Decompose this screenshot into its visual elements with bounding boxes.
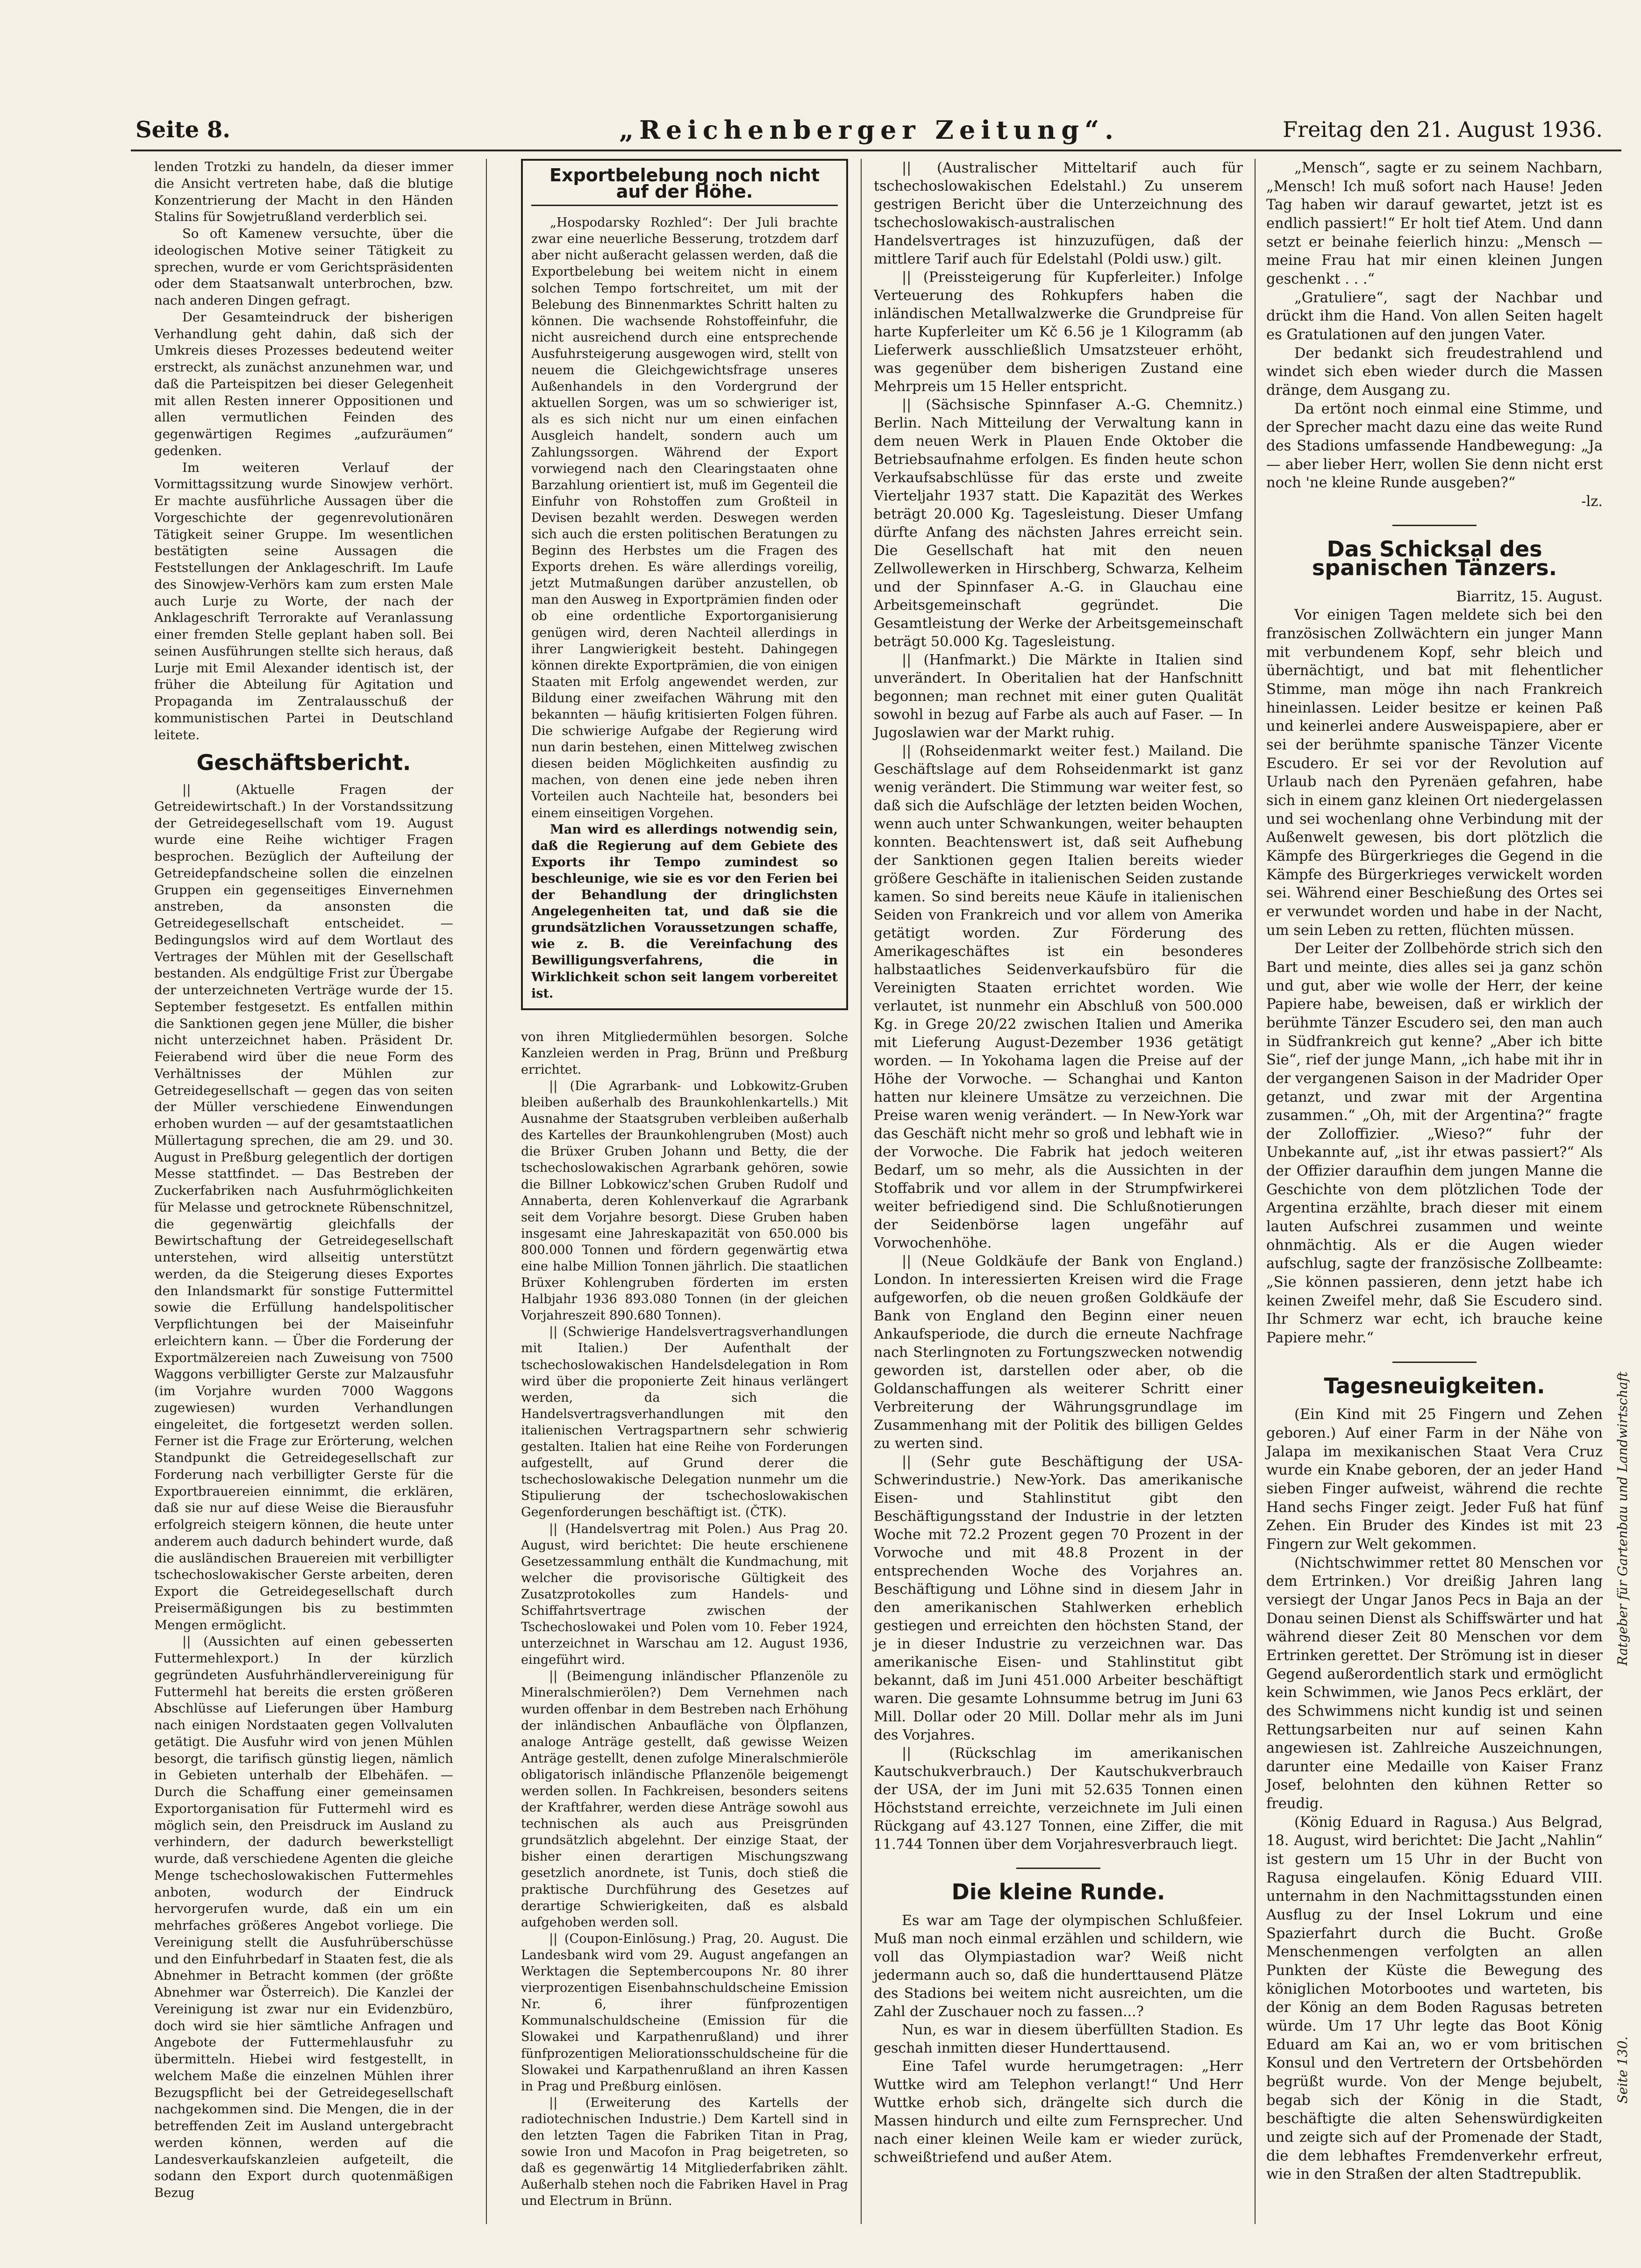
column-1 — [154, 159, 453, 2202]
separator-rule — [1392, 525, 1477, 526]
article-paragraph: Der bedankt sich freudestrahlend und windet sich eben wieder durch die Massen dränge, dem Ausgang zu. — [1266, 345, 1603, 399]
article-paragraph: || (Aussichten auf einen gebesserten Futtermehlexport.) In der kürzlich gegründeten Ausfuhrhändlervereinigung für Futtermehl hat bereits die ersten größeren Abschlüsse auf Lieferungen über Hamburg nach einigen Nordstaaten gegen Vollvaluten getätigt. Die Ausfuhr wird von jenen Mühlen besorgt, die tarifisch günstig liegen, nämlich in Gebieten unterhalb der Elbehäfen. — Durch die Schaffung einer gemeinsamen Exportorganisation für Futtermehl wird es möglich sein, den Preisdruck im Ausland zu verhindern, der dadurch bewerkstelligt wurde, daß verschiedene Agenten die gleiche Menge tschechoslowakischen Futtermehles anboten, wodurch der Eindruck hervorgerufen wurde, daß ein um ein mehrfaches größeres Angebot vorliege. Die Vereinigung stellt die Ausfuhrüberschüsse und den Einfuhrbedarf in Staaten fest, die als Abnehmer in Betracht kommen (der größte Abnehmer war Österreich). Die Kanzlei der Vereinigung ist zwar nur ein Evidenzbüro, doch wird sie hier sämtliche Anfragen und Angebote der Futtermehlausfuhr zu übermitteln. Hiebei wird festgestellt, in welchem Maße die einzelnen Mühlen ihrer Bezugspflicht bei der Getreidegesellschaft nachgekommen sind. Die Mengen, die in der betreffenden Zeit im Ausland untergebracht werden können, werden auf die Landesverkaufskanzleien aufgeteilt, die sodann den Export durch quotenmäßigen Bezug — [154, 1634, 453, 2200]
side-page-number: Seite 130. — [1615, 2036, 1630, 2104]
newspaper-title: „Reichenberger Zeitung“. — [619, 115, 1119, 145]
author-signature: -lz. — [1581, 493, 1603, 510]
article-paragraph: lenden Trotzki zu handeln, da dieser immer die Ansicht vertreten habe, daß die blutige Konzentrierung der Macht in den Händen Stalins für Sowjetrußland verderblich sei. — [154, 159, 453, 225]
article-paragraph: || (Handelsvertrag mit Polen.) Aus Prag 20. August, wird berichtet: Die heute erschienene Gesetzessammlung enthält die Kundmachung, mit welcher die provisorische Gültigkeit des Zusatzprotokolles zum Handels- und Schiffahrtsvertrage zwischen der Tschechoslowakei und Polen vom 10. Feber 1924, unterzeichnet in Warschau am 12. August 1936, eingeführt wird. — [521, 1521, 848, 1668]
article-paragraph: (Ein Kind mit 25 Fingern und Zehen geboren.) Auf einer Farm in der Nähe von Jalapa im mexikanischen Staat Vera Cruz wurde ein Knabe geboren, der an jeder Hand sieben Finger aufweist, während die rechte Hand sechs Finger zeigt. Jeder Fuß hat fünf Zehen. Ein Bruder des Kindes ist mit 23 Fingern zur Welt gekommen. — [1266, 1406, 1603, 1553]
article-paragraph: „Hospodarsky Rozhled“: Der Juli brachte zwar eine neuerliche Besserung, trotzdem darf aber nicht außeracht gelassen werden, daß die Exportbelebung bei weitem nicht in einem solchen Tempo fortschreitet, um mit der Belebung des Binnenmarktes Schritt halten zu können. Die wachsende Rohstoffeinfuhr, die nicht ausreichend durch eine entsprechende Ausfuhrsteigerung ausgewogen wird, stellt von neuem die Gleichgewichtsfrage unseres Außenhandels in den Vordergrund der aktuellen Sorgen, was um so schwieriger ist, als es sich nicht nur um einen einfachen Ausgleich handelt, sondern auch um Zahlungssorgen. Während der Export vorwiegend nach den Clearingstaaten ohne Barzahlung orientiert ist, muß im Gegenteil die Einfuhr von Rohstoffen zum Großteil in Devisen bezahlt werden. Deswegen werden sich auch die ersten politischen Beratungen zu Beginn des Herbstes um die Fragen des Exports drehen. Es wäre allerdings voreilig, jetzt Mutmaßungen darüber anzustellen, ob man den Ausweg in Exportprämien finden oder ob eine ordentliche Exportorganisierung genügen wird, deren Nachteil allerdings in ihrer Langwierigkeit besteht. Dahingegen können direkte Exportprämien, die von einigen Staaten mit Erfolg angewendet werden, zur Bildung einer zweifachen Währung mit den bekannten — häufig kritisierten Folgen führen. Die schwierige Aufgabe der Regierung wird nun darin bestehen, einen Mittelweg zwischen diesen beiden Möglichkeiten ausfindig zu machen, von denen eine jede neben ihren Vorteilen auch Nachteile hat, besonders bei einem einseitigen Vorgehen. — [531, 215, 838, 820]
article-paragraph: || (Sächsische Spinnfaser A.-G. Chemnitz.) Berlin. Nach Mitteilung der Verwaltung kann in dem neuen Werk in Plauen Ende Oktober die Betriebsaufnahme erfolgen. Es finden heute schon Verkaufsabschlüsse für das erste und zweite Vierteljahr 1937 statt. Die Kapazität des Werkes beträgt 20.000 Kg. Tagesleistung. Dieser Umfang dürfte Anfang des nächsten Jahres erreicht sein. Die Gesellschaft hat mit den neuen Zellwollewerken in Hirschberg, Schwarza, Kelheim und der Spinnfaser A.-G. in Glauchau eine Arbeitsgemeinschaft gegründet. Die Gesamtleistung der Werke der Arbeitsgemeinschaft beträgt 50.000 Kg. Tagesleistung. — [874, 397, 1243, 650]
column-2 — [521, 159, 848, 2209]
article-paragraph: Der Leiter der Zollbehörde strich sich den Bart und meinte, dies alles sei ja ganz schön und gut, aber wie wolle der Herr, der keine Papiere habe, beweisen, daß er wirklich der berühmte Tänzer Escudero sei, den man auch in Südfrankreich gut kenne? „Aber ich bitte Sie“, rief der junge Mann, „ich habe mit ihr in der vergangenen Saison in der Madrider Oper getanzt, und zwar mit der Argentina zusammen.“ „Oh, mit der Argentina?“ fragte der Zolloffizier. „Wieso?“ fuhr der Unbekannte auf, „ist ihr etwas passiert?“ Als der Offizier daraufhin dem jungen Manne die Geschichte von dem plötzlichen Tode der Argentina erzählte, brach dieser mit einem lauten Aufschrei zusammen und weinte ohnmächtig. Als er die Augen wieder aufschlug, sagte der französische Zollbeamte: „Sie können passieren, denn jetzt habe ich keinen Zweifel mehr, daß Sie Escudero sind. Ihr Schmerz war echt, ich brauche keine Papiere mehr.“ — [1266, 941, 1603, 1347]
article-paragraph: || (Rohseidenmarkt weiter fest.) Mailand. Die Geschäftslage auf dem Rohseidenmarkt ist ganz wenig verändert. Die Stimmung war weiter fest, so daß sich die Aufschläge der letzten beiden Wochen, wenn auch unter Schwankungen, weiter behaupten konnten. Beachtenswert ist, daß seit Aufhebung der Sanktionen gegen Italien bereits wieder größere Geschäfte in italienischen Seiden zustande kamen. So sind bereits neue Käufe in italienischen Seiden von Frankreich und vor allem von Amerika getätigt worden. Zur Förderung des Amerikageschäftes ist ein besonderes halbstaatliches Seidenverkaufsbüro für die Vereinigten Staaten errichtet worden. Wie verlautet, ist nunmehr ein Abschluß von 500.000 Kg. in Grege 20/22 zwischen Italien und Amerika mit Lieferung August-Dezember 1936 getätigt worden. — In Yokohama lagen die Preise auf der Höhe der Vorwoche. — Schanghai und Kanton hatten nur kleinere Umsätze zu verzeichnen. Die Preise waren wenig verändert. — In New-York war das Geschäft nicht mehr so groß und lebhaft wie in der Vorwoche. Die Fabrik hat jedoch weiteren Bedarf, um so mehr, als die Aussichten in der Stoffabrik und vor allem in der Strumpfwirkerei weiter befriedigend sind. Die Schlußnotierungen der Seidenbörse lagen ungefähr auf Vorwochenhöhe. — [874, 743, 1243, 1251]
article-paragraph: Es war am Tage der olympischen Schlußfeier. Muß man noch einmal erzählen und schildern, wie voll das Olympiastadion war? Weiß nicht jedermann auch so, daß die hunderttausend Plätze des Stadions bei weitem nicht ausreichten, um die Zahl der Zuschauer noch zu fassen...? — [874, 1912, 1243, 2020]
article-paragraph: || (Rückschlag im amerikanischen Kautschukverbrauch.) Der Kautschukverbrauch der USA, der im Juni mit 52.635 Tonnen einen Höchststand erreichte, verzeichnete im Juli einen Rückgang auf 43.127 Tonnen, eine Ziffer, die mit 11.744 Tonnen über dem Vorjahresverbrauch liegt. — [874, 1745, 1243, 1853]
column-divider — [486, 159, 487, 2224]
section-heading: Das Schicksal des spanischen Tänzers. — [1312, 536, 1557, 581]
issue-date: Freitag den 21. August 1936. — [1283, 117, 1603, 142]
article-paragraph: Der Gesamteindruck der bisherigen Verhandlung geht dahin, daß sich der Umkreis dieses Prozesses bedeutend weiter erstreckt, als zunächst anzunehmen war, und daß die Parteispitzen bei dieser Gelegenheit mit allen Resten innerer Oppositionen und allen vermutlichen Feinden des gegenwärtigen Regimes „aufzuräumen“ gedenken. — [154, 309, 453, 458]
page-header — [117, 112, 1621, 145]
side-margin-note: Ratgeber für Gartenbau und Landwirtschaft — [1615, 1371, 1630, 1666]
article-paragraph: || (Beimengung inländischer Pflanzenöle zu Mineralschmierölen?) Dem Vernehmen nach wurden offenbar in dem Bestreben nach Erhöhung der inländischen Anbaufläche von Ölpflanzen, analoge Anträge gestellt, daß gewisse Weizen Anträge gestellt, denen zufolge Mineralschmieröle obligatorisch inländische Pflanzenöle beigemengt werden sollen. In Fachkreisen, besonders seitens der Kraftfahrer, werden diese Anträge sowohl aus technischen als auch aus Preisgründen grundsätzlich abgelehnt. Der einzige Staat, der bisher einen derartigen Mischungszwang gesetzlich anordnete, ist Tunis, doch stieß die praktische Durchführung des Gesetzes auf derartige Schwierigkeiten, daß es alsbald aufgehoben werden soll. — [521, 1669, 848, 1930]
separator-rule — [1016, 1868, 1100, 1869]
article-paragraph: || (Neue Goldkäufe der Bank von England.) London. In interessierten Kreisen wird die Frage aufgeworfen, ob die neuen großen Goldkäufe der Bank von England den Beginn einer neuen Ankaufsperiode, die durch die erneute Nachfrage nach Sterlingnoten zu Fortungszwecken notwendig geworden ist, darstellen oder aber, ob die Goldanschaffungen als weiterer Schritt einer Verbreiterung der Währungsgrundlage im Zusammenhang mit der Politik des billigen Geldes zu werten sind. — [874, 1253, 1243, 1452]
article-paragraph: Nun, es war in diesem überfüllten Stadion. Es geschah inmitten dieser Hunderttausend. — [874, 2022, 1243, 2056]
article-paragraph: || (Aktuelle Fragen der Getreidewirtschaft.) In der Vorstandssitzung der Getreidegesellschaft vom 19. August wurde eine Reihe wichtiger Fragen besprochen. Bezüglich der Aufteilung der Getreidepfandscheine sollen die einzelnen Gruppen ein gegenseitiges Einvernehmen anstreben, da ansonsten die Getreidegesellschaft entscheidet. — Bedingungslos wird auf dem Wortlaut des Vertrages der Mühlen mit der Gesellschaft bestanden. Als endgültige Frist zur Übergabe der unterzeichneten Verträge wurde der 15. September festgesetzt. Es entfallen mithin die Sanktionen gegen jene Müller, die bisher nicht unterzeichnet haben. Präsident Dr. Feierabend wird über die neue Form des Verhältnisses der Mühlen zur Getreidegesellschaft — gegen das von seiten der Müller verschiedene Einwendungen erhoben wurden — auf der gesamtstaatlichen Müllertagung sprechen, die am 29. und 30. August in Preßburg gelegentlich der dortigen Messe stattfindet. — Das Bestreben der Zuckerfabriken nach Ausfuhrmöglichkeiten für Melasse und getrocknete Rübenschnitzel, die gegenwärtig gleichfalls der Bewirtschaftung der Getreidegesellschaft unterstehen, wird allseitig unterstützt werden, da die Steigerung dieses Exportes den Inlandsmarkt für sonstige Futtermittel sowie die Erfüllung handelspolitischer Verpflichtungen bei der Maiseinfuhr erleichtern kann. — Über die Forderung der Exportmälzereien nach Zuweisung von 7500 Waggons verbilligter Gerste zur Malzausfuhr (im Vorjahre wurden 7000 Waggons zugewiesen) wurden Verhandlungen eingeleitet, die fortgesetzt werden sollen. Ferner ist die Frage zur Erörterung, welchen Standpunkt die Getreidegesellschaft zur Forderung nach verbilligter Gerste für die Exportbrauereien einnimmt, die erklären, daß sie nur auf diese Weise die Bierausfuhr erfolgreich steigern können, die heute unter anderem auch dadurch behindert wurde, daß die ausländischen Brauereien mit verbilligter tschechoslowakischer Gerste arbeiten, deren Export die Getreidegesellschaft durch Preisermäßigungen bis zu bestimmten Mengen ermöglicht. — [154, 782, 453, 1633]
section-heading: Tagesneuigkeiten. — [1324, 1373, 1545, 1398]
article-paragraph: So oft Kamenew versuchte, über die ideologischen Motive seiner Tätigkeit zu sprechen, wurde er vom Gerichtspräsidenten oder dem Staatsanwalt unterbrochen, bzw. nach anderen Dingen gefragt. — [154, 226, 453, 308]
header-rule — [131, 150, 1621, 151]
article-paragraph: (Nichtschwimmer rettet 80 Menschen vor dem Ertrinken.) Vor dreißig Jahren lang versiegt der Ungar Janos Pecs in Baja an der Donau seinen Dienst als Schiffswärter und hat während dieser Zeit 80 Menschen vor dem Ertrinken gerettet. Der Strömung ist in dieser Gegend außerordentlich stark und ermöglicht kein Schwimmen, wie Janos Pecs erklärt, der des Schwimmens nicht kundig ist und seinen Rettungsarbeiten nur auf seinen Kahn angewiesen ist. Zahlreiche Auszeichnungen, darunter eine Medaille von Kaiser Franz Josef, belohnten den kühnen Retter so freudig. — [1266, 1555, 1603, 1812]
article-paragraph: „Gratuliere“, sagt der Nachbar und drückt ihm die Hand. Von allen Seiten hagelt es Gratulationen auf den jungen Vater. — [1266, 289, 1603, 343]
section-heading: Die kleine Runde. — [951, 1879, 1165, 1904]
column-divider — [1255, 159, 1256, 2224]
article-paragraph: Im weiteren Verlauf der Vormittagssitzung wurde Sinowjew verhört. Er machte ausführliche Aussagen über die Vorgeschichte der gegenrevolutionären Tätigkeit seiner Gruppe. Im wesentlichen bestätigten seine Aussagen die Feststellungen der Anklageschrift. Im Laufe des Sinowjew-Verhörs kam zum ersten Male auch Lurje zu Worte, der nach der Anklageschrift Terrorakte auf Veranlassung einer fremden Stelle geplant haben soll. Bei seinen Ausführungen stellte sich heraus, daß Lurje mit Emil Alexander identisch ist, der früher die Abteilung für Agitation und Propaganda im Zentralausschuß der kommunistischen Partei in Deutschland leitete. — [154, 460, 453, 742]
article-paragraph: || (Die Agrarbank- und Lobkowitz-Gruben bleiben außerhalb des Braunkohlenkartells.) Mit Ausnahme der Staatsgruben verbleiben außerhalb des Kartelles der Braunkohlengruben (Most) auch die Brüxer Gruben Johann und Betty, die der tschechoslowakischen Agrarbank gehören, sowie die Billner Lobkowicz'schen Gruben Rudolf und Annaberta, deren Kohlenverkauf die Agrarbank seit dem Vorjahre besorgt. Diese Gruben haben insgesamt eine Jahreskapazität von 650.000 bis 800.000 Tonnen und fördern gegenwärtig etwa eine halbe Million Tonnen jährlich. Die staatlichen Brüxer Kohlengruben förderten im ersten Halbjahr 1936 893.080 Tonnen (in der gleichen Vorjahreszeit 890.680 Tonnen). — [521, 1078, 848, 1323]
page-number: Seite 8. — [136, 117, 230, 143]
article-paragraph: || (Sehr gute Beschäftigung der USA-Schwerindustrie.) New-York. Das amerikanische Eisen- und Stahlinstitut gibt den Beschäftigungsstand der Industrie in der letzten Woche mit 72.2 Prozent gegen 70 Prozent in der Vorwoche und mit 48.8 Prozent in der entsprechenden Woche des Vorjahres an. Beschäftigung und Löhne sind in diesem Jahr in den amerikanischen Stahlwerken erheblich gestiegen und erreichten den höchsten Stand, der je in dieser Industrie zu verzeichnen war. Das amerikanische Eisen- und Stahlinstitut gibt bekannt, daß im Juni 451.000 Arbeiter beschäftigt waren. Die gesamte Lohnsumme betrug im Juni 63 Mill. Dollar oder 20 Mill. Dollar mehr als im Juni des Vorjahres. — [874, 1454, 1243, 1743]
section-heading: Geschäftsbericht. — [196, 750, 411, 776]
column-divider — [861, 159, 862, 2224]
boxed-article — [521, 159, 848, 1010]
article-paragraph: Da ertönt noch einmal eine Stimme, und der Sprecher macht dazu eine das weite Rund des Stadions umfassende Handbewegung: „Ja — aber lieber Herr, wollen Sie denn nicht erst noch 'ne kleine Runde ausgeben?“ — [1266, 400, 1603, 492]
article-paragraph: Vor einigen Tagen meldete sich bei den französischen Zollwächtern ein junger Mann mit verbundenem Kopf, sehr bleich und übernächtigt, und bat mit flehentlicher Stimme, man möge ihn nach Frankreich hineinlassen. Leider besitze er keinen Paß und keinerlei andere Ausweispapiere, aber er sei der berühmte spanische Tänzer Vicente Escudero. Er sei vor der Revolution auf Urlaub nach den Pyrenäen gefahren, habe sich in einem ganz kleinen Ort niedergelassen und sei wochenlang ohne Verbindung mit der Außenwelt gewesen, bis dort plötzlich die Kämpfe des Bürgerkrieges die Gegend in die Kämpfe des Bürgerkrieges verwickelt worden sei. Während einer Beschießung des Ortes sei er verwundet worden und habe in der Nacht, um sein Leben zu retten, flüchten müssen. — [1266, 607, 1603, 939]
separator-rule — [1392, 1362, 1477, 1363]
article-paragraph: || (Hanfmarkt.) Die Märkte in Italien sind unverändert. In Oberitalien hat der Hanfschnitt begonnen; man rechnet mit einer guten Qualität sowohl in bezug auf Farbe als auch auf Faser. — In Jugoslawien war der Markt ruhig. — [874, 652, 1243, 741]
column-4 — [1266, 159, 1603, 2184]
article-paragraph: Man wird es allerdings notwendig sein, daß die Regierung auf dem Gebiete des Exports ihr Tempo zumindest so beschleunige, wie sie es vor den Ferien bei der Behandlung der dringlichsten Angelegenheiten tat, und daß sie die grundsätzlichen Voraussetzungen schaffe, wie z. B. die Vereinfachung des Bewilligungsverfahrens, die in Wirklichkeit schon seit langem vorbereitet ist. — [531, 822, 838, 1001]
article-paragraph: Eine Tafel wurde herumgetragen: „Herr Wuttke wird am Telephon verlangt!“ Und Herr Wuttke erhob sich, drängelte sich durch die Massen hindurch und eilte zum Fernsprecher. Und nach einer kleinen Weile kam er wieder zurück, schweißtriefend und außer Atem. — [874, 2058, 1243, 2166]
article-paragraph: || (Australischer Mitteltarif auch für tschechoslowakischen Edelstahl.) Zu unserem gestrigen Bericht über die Unterzeichnung des tschechoslowakisch-australischen Handelsvertrages ist hinzuzufügen, daß der mittlere Tarif auch für Edelstahl (Poldi usw.) gilt. — [874, 160, 1243, 267]
article-paragraph: (König Eduard in Ragusa.) Aus Belgrad, 18. August, wird berichtet: Die Jacht „Nahlin“ ist gestern um 15 Uhr in der Bucht von Ragusa eingelaufen. König Eduard VIII. unternahm in den Nachmittagsstunden einen Ausflug zu der Insel Lokrum und eine Spazierfahrt durch die Bucht. Große Menschenmengen verfolgten an allen Punkten der Küste die Bewegung des königlichen Motorbootes und warteten, bis der König an dem Boden Ragusas betreten würde. Um 17 Uhr legte das Boot König Eduard am Kai an, wo er vom britischen Konsul und den Vertretern der Ortsbehörden begrüßt wurde. Von der Menge bejubelt, begab sich der König in die Stadt, beschäftigte die alten Sehenswürdigkeiten und zeigte sich auf der Promenade der Stadt, die dem lebhaftes Fremdenverkehr erfreut, wie in den Straßen der alten Stadtrepublik. — [1266, 1814, 1603, 2183]
article-paragraph: „Mensch“, sagte er zu seinem Nachbarn, „Mensch! Ich muß sofort nach Hause! Jeden Tag haben wir darauf gewartet, jetzt ist es endlich passiert!“ Er holt tief Atem. Und dann setzt er beinahe feierlich hinzu: „Mensch — meine Frau hat mir einen kleinen Jungen geschenkt . . .“ — [1266, 160, 1603, 287]
article-paragraph: || (Erweiterung des Kartells der radiotechnischen Industrie.) Dem Kartell sind in den letzten Tagen die Fabriken Titan in Prag, sowie Iron und Macofon in Prag beigetreten, so daß es gegenwärtig 14 Mitgliederfabriken zählt. Außerhalb stehen noch die Fabriken Havel in Prag und Electrum in Brünn. — [521, 2095, 848, 2209]
dateline: Biarritz, 15. August. — [1456, 588, 1603, 605]
article-paragraph: von ihren Mitgliedermühlen besorgen. Solche Kanzleien werden in Prag, Brünn und Preßburg errichtet. — [521, 1029, 848, 1077]
article-paragraph: || (Schwierige Handelsvertragsverhandlungen mit Italien.) Der Aufenthalt der tschechoslowakischen Handelsdelegation in Rom wird über die proponierte Zeit hinaus verlängert werden, da sich die Handelsvertragsverhandlungen mit den italienischen Vertragspartnern sehr schwierig gestalten. Italien hat eine Reihe von Forderungen aufgestellt, auf Grund derer die tschechoslowakische Delegation nunmehr um die Stipulierung der tschechoslowakischen Gegenforderungen beschäftigt ist. (ČTK). — [521, 1325, 848, 1520]
boxed-article-title: Exportbelebung noch nicht auf der Höhe. — [531, 167, 838, 206]
article-paragraph: || (Coupon-Einlösung.) Prag, 20. August. Die Landesbank wird vom 29. August angefangen an Werktagen die Septembercoupons Nr. 80 ihrer vierprozentigen Eisenbahnschuldscheine Emission Nr. 6, ihrer fünfprozentigen Kommunalschuldscheine (Emission für die Slowakei und Karpathenrußland) und ihrer fünfprozentigen Meliorationsschuldscheine für die Slowakei und Karpathenrußland an ihren Kassen in Prag und Preßburg einlösen. — [521, 1931, 848, 2094]
article-paragraph: || (Preissteigerung für Kupferleiter.) Infolge Verteuerung des Rohkupfers haben die inländischen Metallwalzwerke die Grundpreise für harte Kupferleiter um Kč 6.56 je 1 Kilogramm (ab Lieferwerk ausschließlich Umsatzsteuer erhöht, was gegenüber dem bisherigen Zustand eine Mehrpreis um 15 Heller entspricht. — [874, 269, 1243, 395]
column-3 — [874, 159, 1243, 2167]
